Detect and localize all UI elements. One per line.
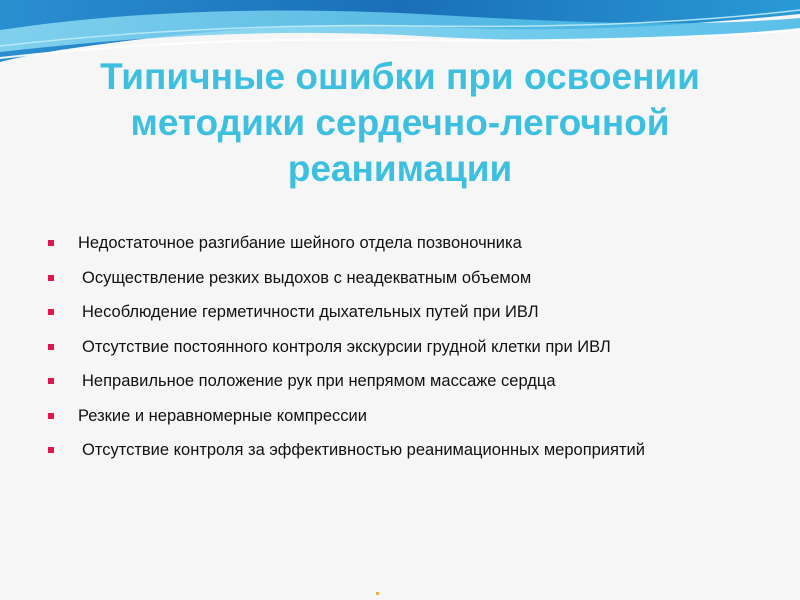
bullet-square-icon [48, 309, 54, 315]
list-item-text: Резкие и неравномерные компрессии [78, 406, 367, 425]
list-item-text: Отсутствие постоянного контроля экскурсии грудной клетки при ИВЛ [82, 337, 611, 356]
bullet-square-icon [48, 378, 54, 384]
bullet-square-icon [48, 240, 54, 246]
list-item [48, 399, 788, 434]
list-item-text: Несоблюдение герметичности дыхательных путей при ИВЛ [82, 303, 539, 321]
decorative-dot [376, 592, 379, 595]
bullet-list [48, 226, 788, 468]
bullet-square-icon [48, 413, 54, 419]
list-item [48, 330, 788, 365]
list-item [48, 226, 788, 261]
list-item [48, 261, 788, 296]
bullet-square-icon [48, 275, 54, 281]
slide-title-line: реанимации [287, 148, 513, 189]
list-item-text: Неправильное положение рук при непрямом массаже сердца [82, 372, 556, 390]
list-item [48, 433, 788, 468]
list-item-text: Недостаточное разгибание шейного отдела позвоночника [78, 234, 522, 252]
slide-title-line: методики сердечно-легочной [130, 102, 670, 143]
slide-title [40, 54, 760, 192]
bullet-square-icon [48, 344, 54, 350]
slide-title-line: Типичные ошибки при освоении [100, 56, 700, 97]
list-item [48, 364, 788, 399]
bullet-square-icon [48, 447, 54, 453]
list-item [48, 295, 788, 330]
list-item-text: Отсутствие контроля за эффективностью реанимационных мероприятий [82, 441, 645, 459]
list-item-text: Осуществление резких выдохов с неадекватным объемом [82, 268, 532, 287]
